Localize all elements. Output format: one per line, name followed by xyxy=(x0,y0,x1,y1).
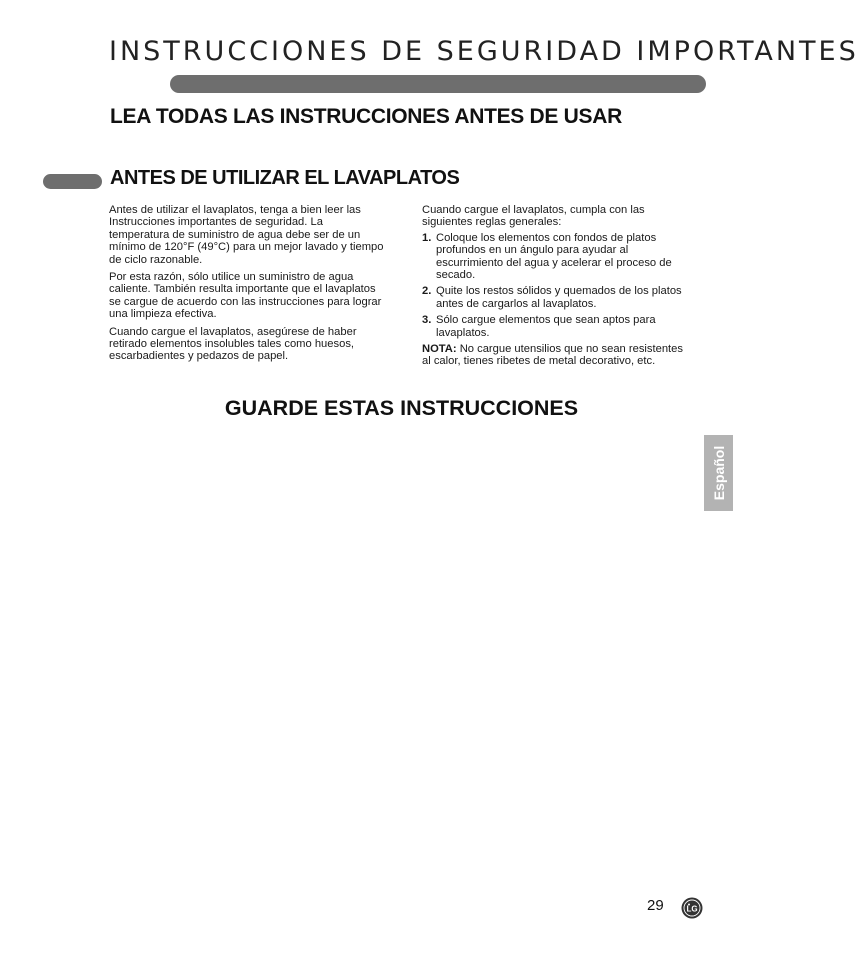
language-tab-label: Español xyxy=(710,445,727,501)
read-all-instructions-heading: LEA TODAS LAS INSTRUCCIONES ANTES DE USAR xyxy=(110,105,622,128)
rules-list xyxy=(422,232,692,339)
save-instructions-heading: GUARDE ESTAS INSTRUCCIONES xyxy=(224,396,579,420)
list-number: 2. xyxy=(422,285,432,298)
list-number: 1. xyxy=(422,231,432,244)
list-item xyxy=(422,285,692,310)
list-item xyxy=(422,314,692,339)
list-text: Quite los restos sólidos y quemados de los platos antes de cargarlos al lavaplatos. xyxy=(436,285,682,310)
list-number: 3. xyxy=(422,314,432,327)
paragraph: Cuando cargue el lavaplatos, asegúrese de haber retirado elementos insolubles tales como huesos, escarbadientes y pedazos de papel. xyxy=(109,325,357,363)
right-column xyxy=(422,204,692,373)
section-title: ANTES DE UTILIZAR EL LAVAPLATOS xyxy=(110,167,460,189)
section-marker xyxy=(43,174,102,189)
language-tab xyxy=(704,435,733,511)
list-item xyxy=(422,232,692,282)
note-text: No cargue utensilios que no sean resistentes al calor, tienes ribetes de metal decorativo, etc. xyxy=(422,343,683,368)
header-bar xyxy=(170,75,706,93)
rules-intro: Cuando cargue el lavaplatos, cumpla con las siguientes reglas generales: xyxy=(422,204,645,229)
note xyxy=(422,343,692,368)
left-column xyxy=(109,204,385,368)
note-label: NOTA: xyxy=(422,343,457,356)
list-text: Coloque los elementos con fondos de platos profundos en un ángulo para ayudar al escurrimiento del agua y acelerar el proceso de secado. xyxy=(436,231,672,282)
page-number: 29 xyxy=(647,897,664,914)
paragraph: Por esta razón, sólo utilice un suministro de agua caliente. También resulta importante que el lavaplatos se cargue de acuerdo con las instrucciones para lograr una limpieza efectiva. xyxy=(109,271,382,321)
list-text: Sólo cargue elementos que sean aptos para lavaplatos. xyxy=(436,314,656,339)
page-title: INSTRUCCIONES DE SEGURIDAD IMPORTANTES xyxy=(109,36,859,67)
lg-logo-icon xyxy=(681,897,703,919)
logo-text: LG xyxy=(686,904,698,914)
paragraph: Antes de utilizar el lavaplatos, tenga a bien leer las Instrucciones importantes de seguridad. La temperatura de suministro de agua debe ser de un mínimo de 120°F (49°C) para un mejor lavado y tiempo de ciclo razonable. xyxy=(109,204,384,266)
